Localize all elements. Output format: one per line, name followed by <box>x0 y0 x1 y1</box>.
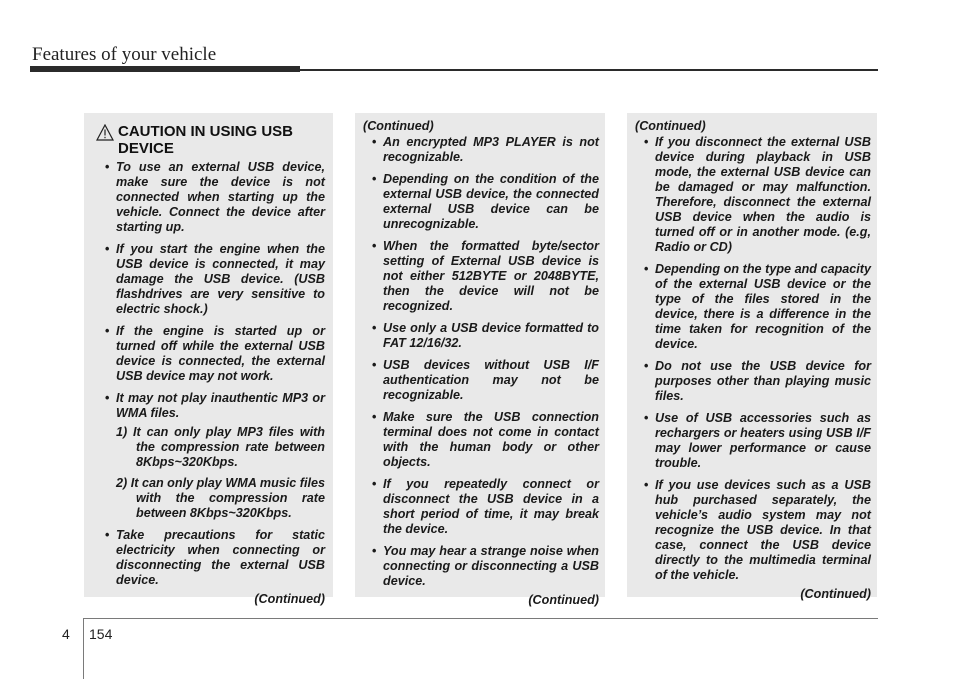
chapter-number: 4 <box>62 626 70 642</box>
list-item: • Do not use the USB device for purposes other than playing music files. <box>635 359 871 404</box>
footer-rule <box>83 618 878 619</box>
caution-panel-2 <box>355 113 605 607</box>
page-header-title: Features of your vehicle <box>32 44 217 65</box>
warning-triangle-icon <box>96 124 114 141</box>
list-item: • Depending on the type and capacity of the external USB device or the type of the files stored in the device, there is a difference in the time taken for recognition of the device. <box>635 262 871 352</box>
sub-list-item: 1) It can only play MP3 files with the compression rate between 8Kbps~320Kbps. <box>116 425 325 469</box>
caution-list-3 <box>635 135 871 583</box>
caution-heading <box>96 123 325 157</box>
list-item: • An encrypted MP3 PLAYER is not recognizable. <box>363 135 599 165</box>
continued-top-label: (Continued) <box>635 119 706 133</box>
list-item: • If you repeatedly connect or disconnect the USB device in a short period of time, it may break the device. <box>363 477 599 537</box>
caution-list-1b <box>96 528 325 588</box>
caution-list-2 <box>363 135 599 589</box>
list-item: • You may hear a strange noise when connecting or disconnecting a USB device. <box>363 544 599 589</box>
continued-label: (Continued) <box>254 592 325 606</box>
list-item: • If you use devices such as a USB hub purchased separately, the vehicle’s audio system may not recognize the USB device. In that case, connect the USB device directly to the multimedia terminal of the vehicle. <box>635 478 871 583</box>
list-item: • It may not play inauthentic MP3 or WMA files. <box>96 391 325 421</box>
list-item: • Take precautions for static electricity when connecting or disconnecting the external USB device. <box>96 528 325 588</box>
list-item: • If you start the engine when the USB device is connected, it may damage the USB device. (USB flashdrives are very sensitive to electric shock.) <box>96 242 325 317</box>
list-item: • Use of USB accessories such as rechargers or heaters using USB I/F may lower performance or cause trouble. <box>635 411 871 471</box>
continued-label: (Continued) <box>528 593 599 607</box>
caution-title: CAUTION IN USING USB DEVICE <box>118 123 294 157</box>
list-item: • USB devices without USB I/F authentication may not be recognizable. <box>363 358 599 403</box>
continued-top-label: (Continued) <box>363 119 434 133</box>
sub-list-item: 2) It can only play WMA music files with the compression rate between 8Kbps~320Kbps. <box>116 476 325 520</box>
list-item: • Depending on the condition of the external USB device, the connected external USB device can be unrecognizable. <box>363 172 599 232</box>
page-number: 154 <box>89 626 113 642</box>
caution-panel-3 <box>627 113 877 601</box>
list-item: • If the engine is started up or turned off while the external USB device is connected, the external USB device may not work. <box>96 324 325 384</box>
list-item: • Use only a USB device formatted to FAT 12/16/32. <box>363 321 599 351</box>
list-item: • Make sure the USB connection terminal does not come in contact with the human body or other objects. <box>363 410 599 470</box>
header-rule-thin <box>300 69 878 71</box>
continued-label: (Continued) <box>800 587 871 601</box>
caution-list-1 <box>96 160 325 421</box>
caution-panel-1 <box>84 113 333 606</box>
footer-vertical-rule <box>83 618 84 679</box>
list-item: • When the formatted byte/sector setting of External USB device is not either 512BYTE or 2048BYTE, then the device will not be recognized. <box>363 239 599 314</box>
header-rule-thick <box>30 66 300 72</box>
sub-list <box>96 425 325 521</box>
list-item: • To use an external USB device, make sure the device is not connected when starting up the vehicle. Connect the device after starting up. <box>96 160 325 235</box>
list-item: • If you disconnect the external USB device during playback in USB mode, the external USB device can be damaged or may malfunction. Therefore, disconnect the external USB device when the audio is turned off or in another mode. (e.g, Radio or CD) <box>635 135 871 255</box>
